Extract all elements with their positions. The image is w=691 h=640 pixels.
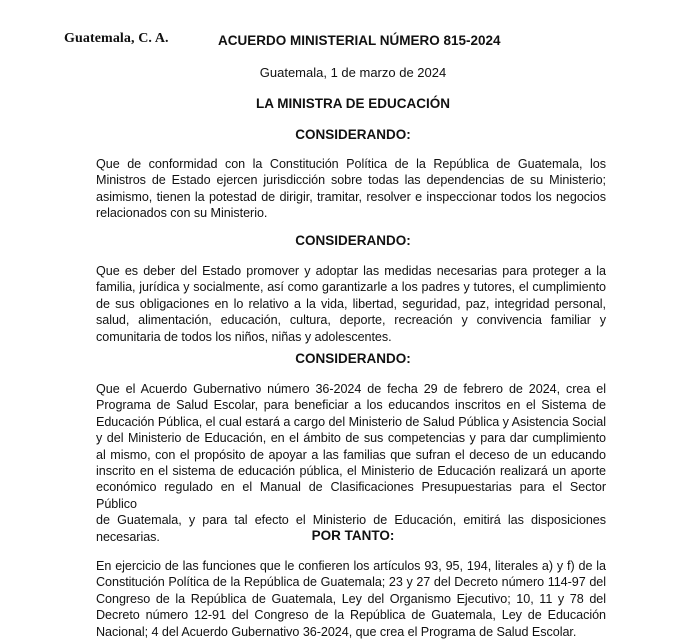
section-heading-por-tanto: POR TANTO: [311, 528, 395, 543]
paragraph-line: Decreto número 12-91 del Congreso de la República de Guatemala, Ley de Educación [96, 608, 606, 623]
paragraph-line: Que es deber del Estado promover y adoptar las medidas necesarias para proteger a la [96, 264, 606, 278]
paragraph-line: asimismo, tienen la potestad de dirigir, tramitar, resolver e inspeccionar todos los negocios [96, 189, 606, 204]
paragraph-line: familia, jurídica y socialmente, así como garantizarle a los padres y tutores, el cumplimiento [96, 280, 606, 295]
section-heading-considerando-1: CONSIDERANDO: [295, 127, 411, 142]
paragraph-line: Programa de Salud Escolar, para beneficiar a los educandos inscritos en el Sistema de [96, 398, 606, 413]
document-place: Guatemala, C. A. [64, 31, 169, 46]
paragraph-line: Congreso de la República de Guatemala, Ley del Organismo Ejecutivo; 10, 11 y 78 del [96, 591, 606, 606]
paragraph-line: y del Ministerio de Educación, en el ámbito de sus competencias y para dar cumplimiento [96, 431, 606, 446]
paragraph-line: de Guatemala, y para tal efecto el Ministerio de Educación, emitirá las disposiciones [96, 513, 606, 528]
paragraph-line: al mismo, con el propósito de apoyar a las familias que sufran el deceso de un educando [96, 447, 606, 462]
document-title: ACUERDO MINISTERIAL NÚMERO 815-2024 [218, 33, 501, 48]
section-paragraph-1 [96, 156, 606, 222]
section-heading-considerando-2: CONSIDERANDO: [295, 233, 411, 248]
paragraph-line: salud, alimentación, educación, cultura, deporte, recreación y convivencia familiar y [96, 313, 606, 328]
section-paragraph-2 [96, 263, 606, 345]
paragraph-line: de sus obligaciones en lo relativo a la vida, libertad, seguridad, paz, integridad personal, [96, 296, 606, 311]
paragraph-line: Educación Pública, el cual estará a cargo del Ministerio de Salud Pública y Asistencia Social [96, 414, 606, 429]
paragraph-line: Que de conformidad con la Constitución Política de la República de Guatemala, los [96, 157, 606, 171]
section-paragraph-3 [96, 381, 606, 545]
issuing-authority: LA MINISTRA DE EDUCACIÓN [256, 96, 450, 111]
paragraph-line: Nacional; 4 del Acuerdo Gubernativo 36-2024, que crea el Programa de Salud Escolar. [96, 624, 577, 639]
paragraph-line: relacionados con su Ministerio. [96, 206, 268, 221]
section-heading-considerando-3: CONSIDERANDO: [295, 351, 411, 366]
paragraph-line: comunitaria de todos los niños, niñas y adolescentes. [96, 329, 392, 344]
paragraph-line: En ejercicio de las funciones que le confieren los artículos 93, 95, 194, literales a) y f) de la [96, 559, 606, 573]
paragraph-line: Ministros de Estado ejercen jurisdicción sobre todas las dependencias de su Ministerio; [96, 173, 606, 188]
document-date: Guatemala, 1 de marzo de 2024 [259, 65, 447, 80]
paragraph-line: Constitución Política de la República de Guatemala; 23 y 27 del Decreto número 114-97 del [96, 575, 606, 590]
paragraph-line: económico regulado en el Manual de Clasificaciones Presupuestarias para el Sector Público [96, 480, 606, 511]
section-paragraph-4 [96, 558, 606, 640]
paragraph-line: Que el Acuerdo Gubernativo número 36-2024 de fecha 29 de febrero de 2024, crea el [96, 382, 606, 396]
paragraph-line: inscrito en el sistema de educación pública, el Ministerio de Educación realizará un aporte [96, 464, 606, 479]
paragraph-line: necesarias. [96, 529, 160, 544]
